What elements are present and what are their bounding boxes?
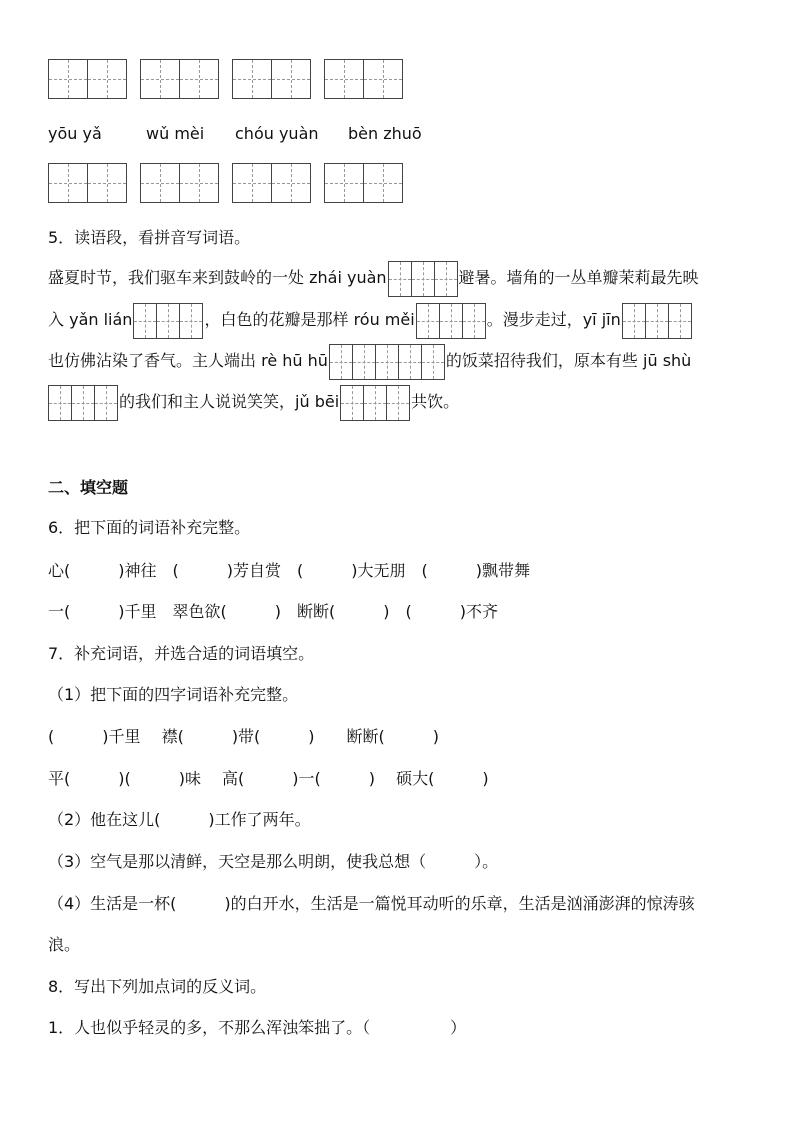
q5-line-4: 的我们和主人说说笑笑，jǔ bēi 共饮。 <box>48 384 459 421</box>
q7-title: 7．补充词语，并选合适的词语填空。 <box>48 644 315 663</box>
answer-box[interactable] <box>416 303 486 339</box>
q7-sub-1: （1）把下面的四字词语补充完整。 <box>48 685 299 704</box>
q5-title: 5．读语段，看拼音写词语。 <box>48 228 251 247</box>
q6-row-1: 心( )神往 ( )芳自赏 ( )大无朋 ( )飘带舞 <box>48 561 530 580</box>
q7-row-1: ( )千里 襟( )带( ) 断断( ) <box>48 727 440 746</box>
q7-sub-2: （2）他在这儿( )工作了两年。 <box>48 810 311 829</box>
q7-row-2: 平( )( )味 高( )一( ) 硕大( ) <box>48 769 489 788</box>
section-title: 二、填空题 <box>48 478 129 497</box>
answer-box[interactable] <box>48 385 118 421</box>
answer-box[interactable] <box>622 303 692 339</box>
q6-row-2: 一( )千里 翠色欲( ) 断断( ) ( )不齐 <box>48 602 498 621</box>
answer-box[interactable] <box>340 385 410 421</box>
pinyin-4: bèn zhuō <box>348 124 422 143</box>
answer-box[interactable] <box>388 261 458 297</box>
pinyin-3: chóu yuàn <box>235 124 319 143</box>
q5-line-3: 也仿佛沾染了香气。主人端出 rè hū hū 的饭菜招待我们，原本有些 jū shù <box>48 343 691 380</box>
q7-sub-3: （3）空气是那以清鲜，天空是那么明朗，使我总想（ ）。 <box>48 852 499 871</box>
pinyin-1: yōu yǎ <box>48 124 102 143</box>
q5-line-1: 盛夏时节，我们驱车来到鼓岭的一处 zhái yuàn 避暑。墙角的一丛单瓣茉莉最先映 <box>48 260 699 297</box>
q8-title: 8．写出下列加点词的反义词。 <box>48 977 267 996</box>
pinyin-zhai-yuan: zhái yuàn <box>309 268 387 287</box>
q5-line-2: 入 yǎn lián ，白色的花瓣是那样 róu měi 。漫步走过，yī jīn <box>48 302 693 339</box>
answer-box[interactable] <box>329 344 445 380</box>
q8-item-1: 1．人也似乎轻灵的多，不那么浑浊笨拙了。（ ） <box>48 1018 467 1037</box>
pinyin-2: wǔ mèi <box>146 124 205 143</box>
q6-title: 6．把下面的词语补充完整。 <box>48 518 251 537</box>
q7-sub-4a: （4）生活是一杯( )的白开水，生活是一篇悦耳动听的乐章，生活是汹涌澎湃的惊涛骇 <box>48 894 695 913</box>
answer-box[interactable] <box>133 303 203 339</box>
q7-sub-4b: 浪。 <box>48 935 81 954</box>
